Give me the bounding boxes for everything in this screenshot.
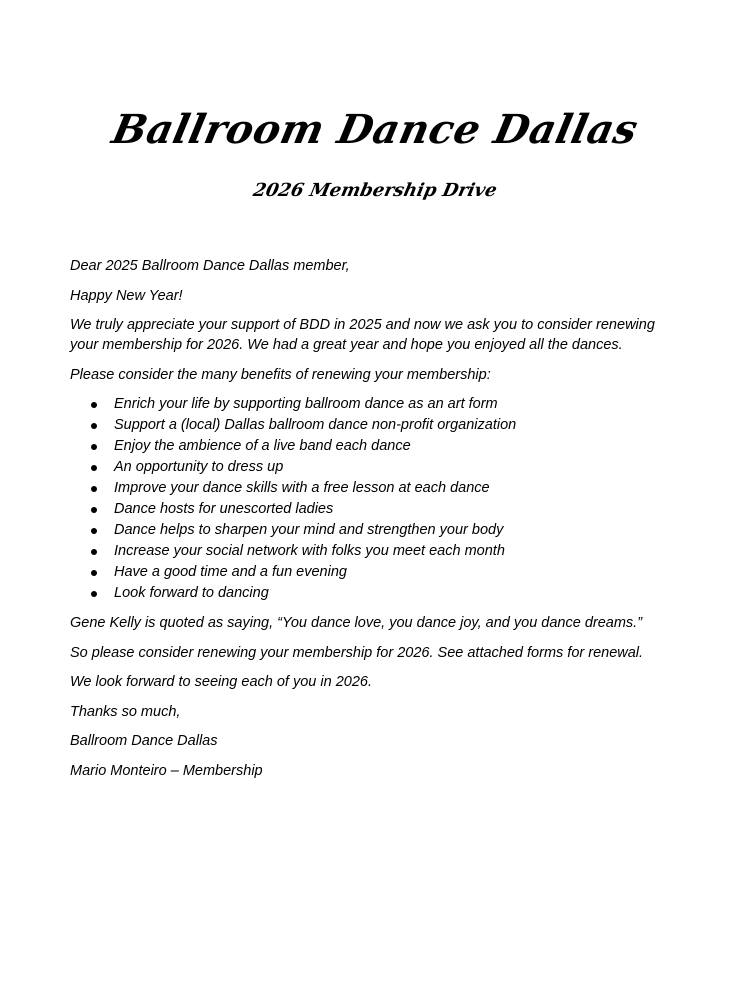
signature: Mario Monteiro – Membership [70, 762, 263, 779]
bullet-icon [91, 528, 97, 534]
list-item [114, 478, 670, 499]
benefit-text: Have a good time and a fun evening [114, 564, 347, 580]
list-item [114, 415, 670, 436]
bullet-icon [91, 486, 97, 492]
bullet-icon [91, 549, 97, 555]
list-item [114, 499, 670, 520]
benefit-text: Dance helps to sharpen your mind and strengthen your body [114, 522, 504, 538]
bullet-icon [91, 570, 97, 576]
benefit-text: Enjoy the ambience of a live band each dance [114, 438, 411, 454]
benefit-text: Look forward to dancing [114, 585, 269, 601]
benefit-text: Dance hosts for unescorted ladies [114, 501, 334, 517]
bullet-icon [91, 402, 97, 408]
salutation: Dear 2025 Ballroom Dance Dallas member, [70, 258, 350, 274]
benefit-text: Enrich your life by supporting ballroom dance as an art form [114, 396, 498, 412]
bullet-icon [91, 591, 97, 597]
letter-body [70, 256, 670, 790]
list-item [114, 541, 670, 562]
letter-title: Ballroom Dance Dallas [108, 106, 643, 153]
organization-signoff: Ballroom Dance Dallas [70, 733, 218, 749]
bullet-icon [91, 444, 97, 450]
list-item [114, 583, 670, 604]
list-item [114, 520, 670, 541]
benefit-text: An opportunity to dress up [114, 459, 284, 475]
list-item [114, 436, 670, 457]
look-forward-paragraph: We look forward to seeing each of you in 2026. [70, 674, 373, 690]
intro-paragraph: We truly appreciate your support of BDD in 2025 and now we ask you to consider renewing your membership for 2026. We had a great year and hope you enjoyed all the dances. [70, 317, 655, 353]
greeting: Happy New Year! [70, 287, 183, 304]
benefit-text: Improve your dance skills with a free lesson at each dance [114, 480, 490, 496]
closing: Thanks so much, [70, 703, 181, 720]
list-item [114, 562, 670, 583]
letter-subtitle: 2026 Membership Drive [251, 180, 499, 201]
bullet-icon [91, 423, 97, 429]
benefits-list [70, 394, 670, 604]
benefit-text: Increase your social network with folks you meet each month [114, 543, 505, 559]
bullet-icon [91, 507, 97, 513]
list-item [114, 457, 670, 478]
renewal-paragraph: So please consider renewing your membership for 2026. See attached forms for renewal. [70, 644, 644, 661]
benefit-text: Support a (local) Dallas ballroom dance non-profit organization [114, 417, 517, 433]
quote-paragraph: Gene Kelly is quoted as saying, “You dance love, you dance joy, and you dance dreams.” [70, 615, 643, 631]
list-item [114, 394, 670, 415]
bullet-icon [91, 465, 97, 471]
benefits-intro: Please consider the many benefits of renewing your membership: [70, 366, 491, 383]
